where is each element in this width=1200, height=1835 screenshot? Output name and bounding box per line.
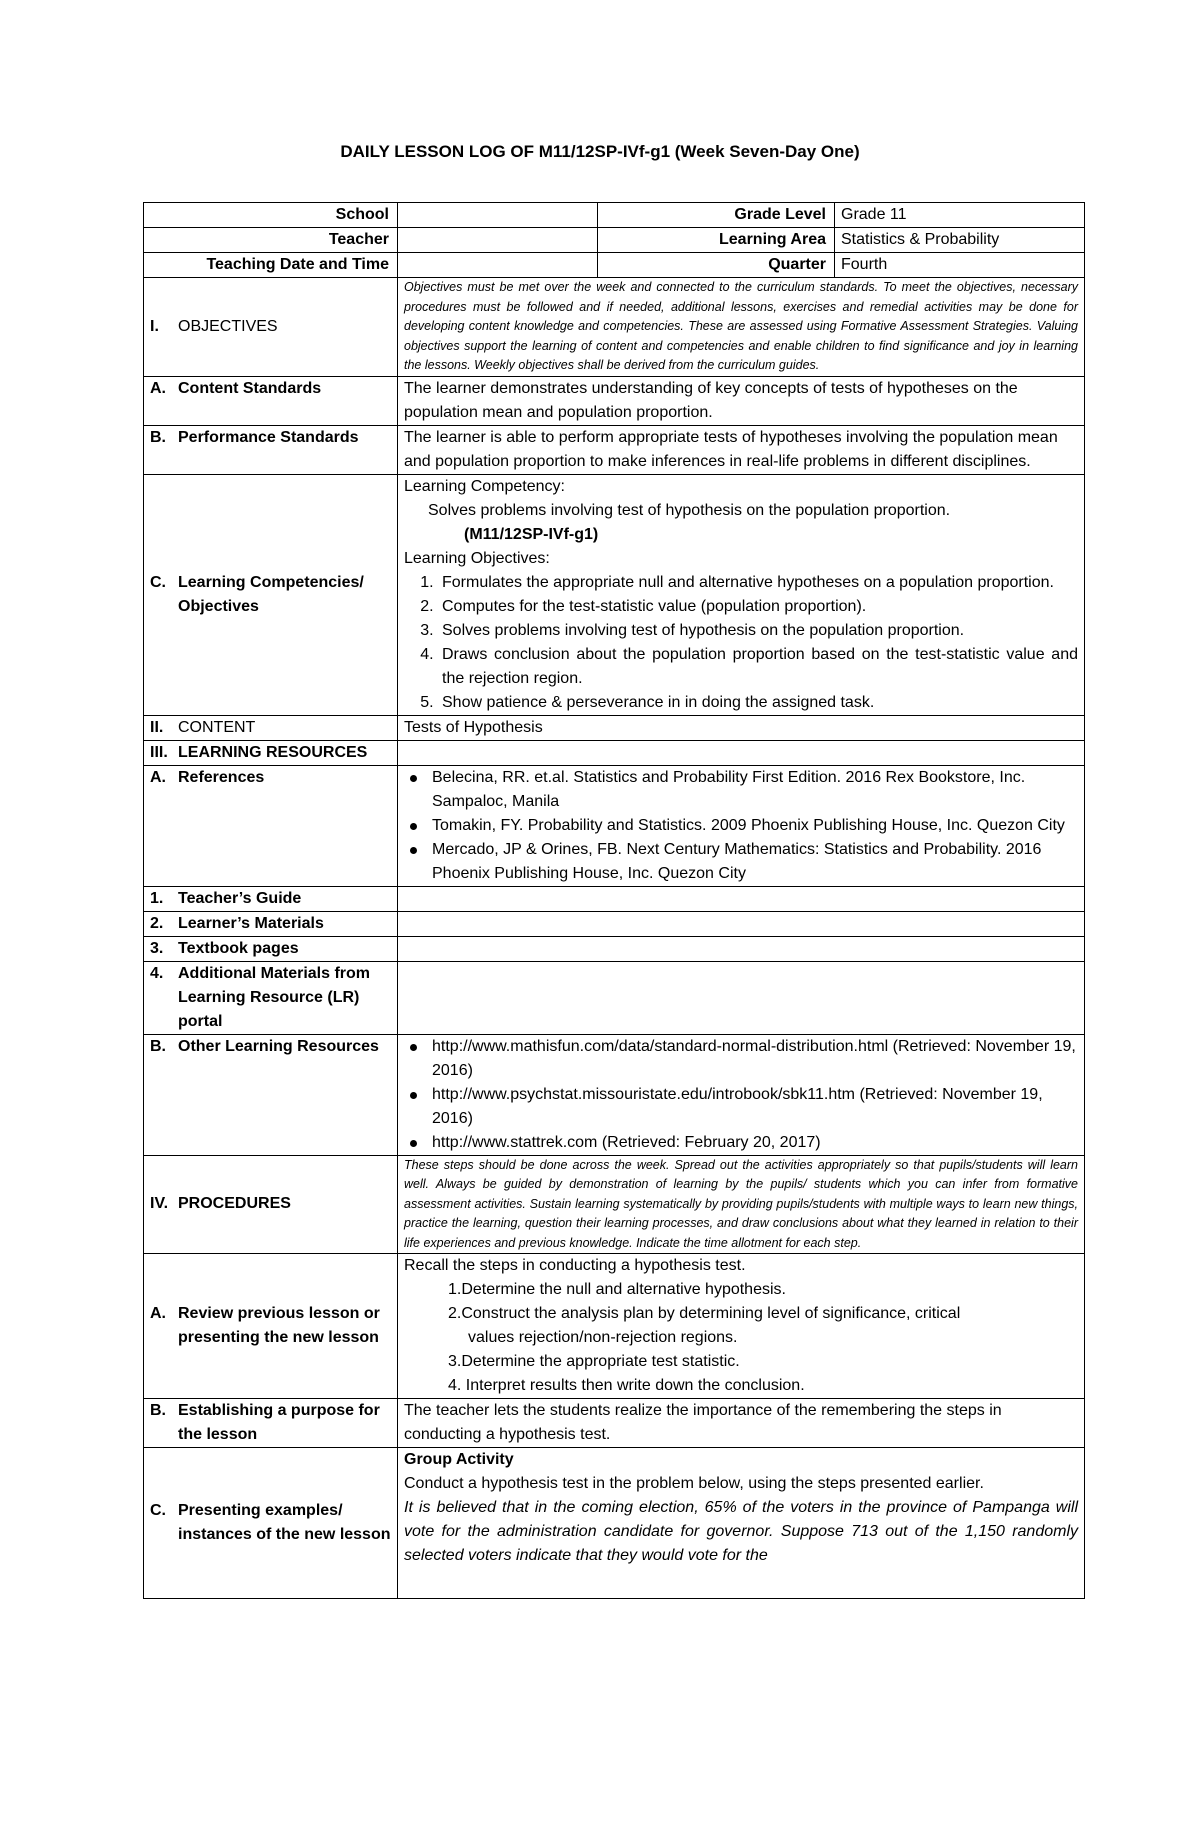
other-resources-list	[404, 1035, 1078, 1155]
sub-resource-label: Textbook pages	[178, 939, 299, 957]
date-label: Teaching Date and Time	[144, 253, 398, 278]
teacher-value	[398, 228, 598, 253]
content-num: II.	[150, 718, 164, 736]
purpose-label-cell	[144, 1399, 398, 1448]
references-content	[398, 765, 1085, 886]
references-label: References	[178, 768, 265, 786]
learning-resources-label-cell	[144, 740, 398, 765]
list-item: 4. Draws conclusion about the population proportion based on the test-statistic value and the rejection region.	[438, 643, 1078, 691]
review-step: 4. Interpret results then write down the conclusion.	[448, 1377, 805, 1394]
objectives-num: I.	[150, 317, 159, 335]
examples-problem: It is believed that in the coming election, 65% of the voters in the province of Pampanga will vote for the administration candidate for governor. Suppose 713 out of the 1,150 randomly selected voters indicate that they would vote for the	[404, 1499, 1078, 1564]
review-label-cell	[144, 1254, 398, 1399]
date-row	[144, 253, 1085, 278]
references-row	[144, 765, 1085, 886]
examples-heading: Group Activity	[404, 1451, 514, 1468]
learning-resources-label: LEARNING RESOURCES	[178, 743, 368, 761]
competencies-label: Learning Competencies/ Objectives	[178, 573, 364, 615]
list-item: Tomakin, FY. Probability and Statistics. 2009 Phoenix Publishing House, Inc. Quezon City	[432, 814, 1078, 838]
examples-instruction: Conduct a hypothesis test in the problem below, using the steps presented earlier.	[404, 1475, 984, 1492]
school-value	[398, 203, 598, 228]
quarter-value: Fourth	[835, 253, 1085, 278]
content-standards-row	[144, 376, 1085, 425]
objectives-note: Objectives must be met over the week and connected to the curriculum standards. To meet the objectives, necessary procedures must be followed and if needed, additional lessons, exercises and remedial activities may be done for developing content knowledge and competencies. These are assessed using Formative Assessment Strategies. Valuing objectives support the learning of content and competencies and enable children to find significance and joy in learning the lessons. Weekly objectives shall be derived from the curriculum guides.	[398, 278, 1085, 377]
review-label: Review previous lesson or presenting the new lesson	[178, 1305, 380, 1346]
textbook-pages-row	[144, 936, 1085, 961]
purpose-text: The teacher lets the students realize the importance of the remembering the steps in conducting a hypothesis test.	[398, 1399, 1085, 1448]
list-item: http://www.mathisfun.com/data/standard-normal-distribution.html (Retrieved: November 19, 2016)	[432, 1035, 1078, 1083]
sub-resource-label: Additional Materials from Learning Resource (LR) portal	[178, 964, 371, 1030]
other-resources-content	[398, 1034, 1085, 1155]
objectives-label: OBJECTIVES	[178, 317, 278, 335]
teacher-row	[144, 228, 1085, 253]
learning-objectives-list	[404, 571, 1078, 715]
performance-standards-label: Performance Standards	[178, 428, 359, 446]
sub-resource-label: Teacher’s Guide	[178, 889, 302, 907]
learning-resources-empty	[398, 740, 1085, 765]
examples-num: C.	[150, 1502, 166, 1519]
references-num: A.	[150, 768, 166, 786]
review-row	[144, 1254, 1085, 1399]
review-steps	[404, 1278, 1078, 1398]
teachers-guide-row	[144, 886, 1085, 911]
teacher-label: Teacher	[144, 228, 398, 253]
learning-area-value: Statistics & Probability	[835, 228, 1085, 253]
learners-materials-row	[144, 911, 1085, 936]
learning-area-label: Learning Area	[598, 228, 835, 253]
other-resources-label: Other Learning Resources	[178, 1037, 379, 1055]
lc-text: Solves problems involving test of hypothesis on the population proportion.	[428, 501, 951, 519]
examples-label-cell	[144, 1448, 398, 1599]
list-item: Mercado, JP & Orines, FB. Next Century Mathematics: Statistics and Probability. 2016 Phoenix Publishing House, Inc. Quezon City	[432, 838, 1078, 886]
performance-standards-text: The learner is able to perform appropriate tests of hypotheses involving the population mean and population proportion to make inferences in real-life problems in different disciplines.	[398, 425, 1085, 474]
competencies-label-cell	[144, 474, 398, 715]
references-label-cell	[144, 765, 398, 886]
additional-materials-row	[144, 961, 1085, 1034]
references-list	[404, 766, 1078, 886]
purpose-row	[144, 1399, 1085, 1448]
grade-level-value: Grade 11	[835, 203, 1085, 228]
examples-label: Presenting examples/ instances of the new lesson	[178, 1502, 391, 1543]
objectives-row	[144, 278, 1085, 377]
other-resources-label-cell	[144, 1034, 398, 1155]
lc-heading: Learning Competency:	[404, 477, 565, 495]
content-label: CONTENT	[178, 718, 256, 736]
sub-resource-label: Learner’s Materials	[178, 914, 324, 932]
list-item: http://www.stattrek.com (Retrieved: February 20, 2017)	[432, 1131, 1078, 1155]
procedures-label: PROCEDURES	[178, 1195, 291, 1213]
review-step: 3.Determine the appropriate test statistic.	[448, 1353, 740, 1370]
procedures-num: IV.	[150, 1195, 169, 1213]
content-standards-text: The learner demonstrates understanding of key concepts of tests of hypotheses on the population mean and population proportion.	[398, 376, 1085, 425]
list-item: http://www.psychstat.missouristate.edu/introbook/sbk11.htm (Retrieved: November 19, 2016)	[432, 1083, 1078, 1131]
procedures-label-cell	[144, 1155, 398, 1254]
sub-resource-num: 1.	[150, 889, 164, 907]
list-item: Belecina, RR. et.al. Statistics and Probability First Edition. 2016 Rex Bookstore, Inc. Sampaloc, Manila	[432, 766, 1078, 814]
list-item: 5. Show patience & perseverance in in doing the assigned task.	[438, 691, 1078, 715]
review-num: A.	[150, 1305, 166, 1322]
examples-row	[144, 1448, 1085, 1599]
content-standards-num: A.	[150, 379, 166, 397]
performance-standards-row	[144, 425, 1085, 474]
review-step: 1.Determine the null and alternative hypothesis.	[448, 1281, 786, 1298]
procedures-note: These steps should be done across the week. Spread out the activities appropriately so that pupils/students will learn well. Always be guided by demonstration of learning by the pupils/ students which you can infer from formative assessment activities. Sustain learning systematically by providing pupils/students with multiple ways to learn new things, practice the learning, question their learning processes, and draw conclusions about what they learned in relation to their life experiences and previous knowledge. Indicate the time allotment for each step.	[398, 1155, 1085, 1254]
lesson-log-table	[143, 202, 1085, 1599]
learning-resources-num: III.	[150, 743, 168, 761]
performance-standards-num: B.	[150, 428, 166, 446]
grade-level-label: Grade Level	[598, 203, 835, 228]
date-value	[398, 253, 598, 278]
sub-resource-num: 4.	[150, 964, 164, 982]
content-standards-label: Content Standards	[178, 379, 322, 397]
competencies-num: C.	[150, 573, 166, 591]
school-label: School	[144, 203, 398, 228]
content-text: Tests of Hypothesis	[398, 715, 1085, 740]
review-content	[398, 1254, 1085, 1399]
examples-content	[398, 1448, 1085, 1599]
school-row	[144, 203, 1085, 228]
lc-code: (M11/12SP-IVf-g1)	[464, 525, 599, 543]
review-step-continued: values rejection/non-rejection regions.	[468, 1329, 738, 1346]
procedures-row	[144, 1155, 1085, 1254]
review-step: 2.Construct the analysis plan by determining level of significance, critical	[448, 1305, 961, 1322]
list-item: 1. Formulates the appropriate null and alternative hypotheses on a population proportion.	[438, 571, 1078, 595]
other-resources-num: B.	[150, 1037, 166, 1055]
content-row	[144, 715, 1085, 740]
purpose-label: Establishing a purpose for the lesson	[178, 1402, 380, 1443]
purpose-num: B.	[150, 1402, 166, 1419]
quarter-label: Quarter	[598, 253, 835, 278]
content-label-cell	[144, 715, 398, 740]
list-item: 2. Computes for the test-statistic value (population proportion).	[438, 595, 1078, 619]
list-item: 3. Solves problems involving test of hypothesis on the population proportion.	[438, 619, 1078, 643]
other-resources-row	[144, 1034, 1085, 1155]
page-title: DAILY LESSON LOG OF M11/12SP-IVf-g1 (Week Seven-Day One)	[340, 142, 860, 161]
lo-heading: Learning Objectives:	[404, 549, 550, 567]
learning-resources-row	[144, 740, 1085, 765]
competencies-row	[144, 474, 1085, 715]
sub-resource-num: 3.	[150, 939, 164, 957]
review-intro: Recall the steps in conducting a hypothesis test.	[404, 1257, 746, 1274]
competencies-content	[398, 474, 1085, 715]
sub-resource-num: 2.	[150, 914, 164, 932]
performance-standards-label-cell	[144, 425, 398, 474]
content-standards-label-cell	[144, 376, 398, 425]
objectives-label-cell	[144, 278, 398, 377]
